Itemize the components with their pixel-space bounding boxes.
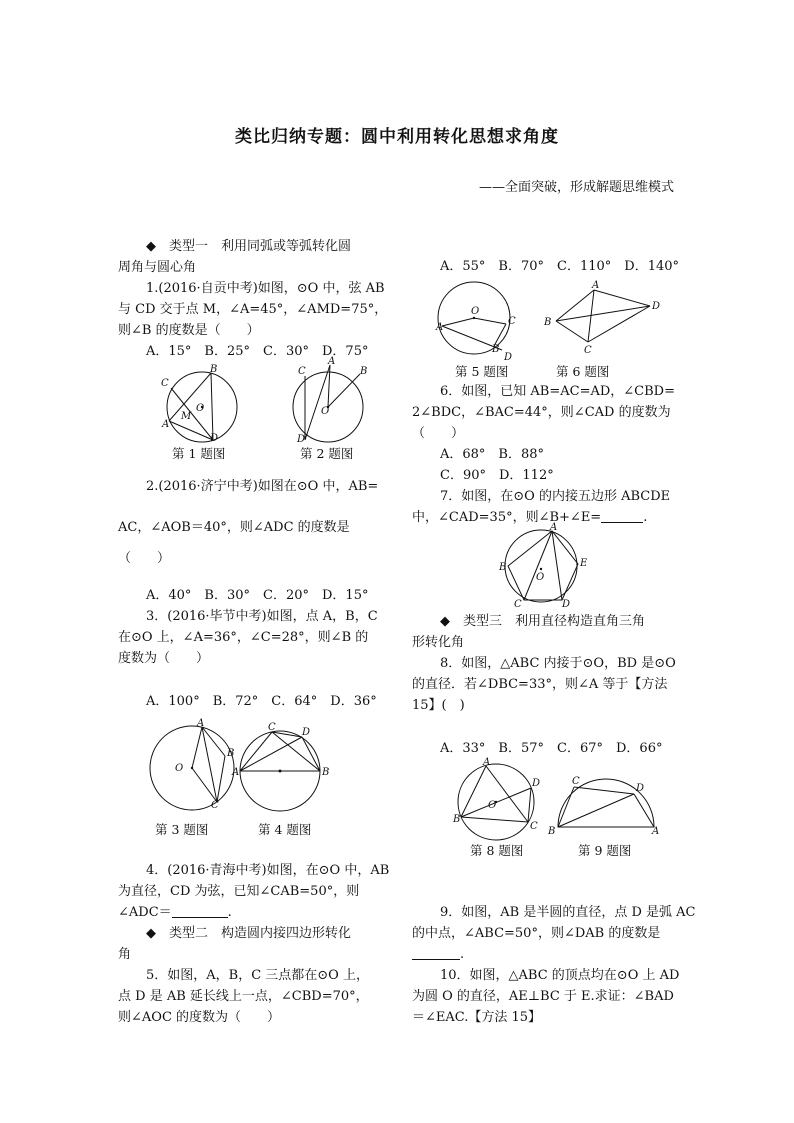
- fig1-label-b: B: [210, 364, 218, 375]
- q9-end: .: [460, 947, 465, 962]
- q3-text-3: 度数为（ ）: [118, 651, 210, 666]
- q5-text-2: 点 D 是 AB 延长线上一点，∠CBD=70°，: [118, 989, 369, 1004]
- q3-options: A．100° B．72° C．64° D．36°: [146, 694, 377, 709]
- q4-text-3: ∠ADC＝: [118, 905, 172, 920]
- type2-heading: ◆ 类型二 构造圆内接四边形转化: [146, 926, 351, 941]
- q7-answer-blank[interactable]: [601, 508, 643, 523]
- q2-options: A．40° B．30° C．20° D．15°: [146, 588, 369, 603]
- fig4-label-d: D: [302, 727, 311, 738]
- q8-options: A．33° B．57° C．67° D．66°: [440, 741, 663, 756]
- type1-heading-cont: 周角与圆心角: [118, 260, 197, 275]
- figure-4: [232, 722, 332, 810]
- q4-text-2: 为直径，CD 为弦，已知∠CAB=50°，则: [118, 884, 360, 899]
- fig5-label-b: B: [492, 344, 500, 355]
- page-subtitle: ——全面突破，形成解题思维模式: [478, 180, 674, 195]
- q1-text-3: 则∠B 的度数是（ ）: [118, 323, 260, 338]
- fig9-label-d: D: [636, 783, 645, 794]
- q8-text-3: 15】( ): [412, 698, 465, 713]
- fig4-label-a: A: [232, 767, 240, 778]
- fig5-label-o: O: [471, 306, 480, 317]
- fig5-label-a: A: [436, 322, 444, 333]
- page-title: 类比归纳专题：圆中利用转化思想求角度: [235, 127, 559, 147]
- q9-answer-blank[interactable]: [412, 945, 460, 960]
- fig1-label-c: C: [161, 378, 169, 389]
- fig7-label-o: O: [536, 572, 545, 583]
- type1-heading: ◆ 类型一 利用同弧或等弧转化圆: [146, 239, 351, 254]
- q5-options: A．55° B．70° C．110° D．140°: [440, 259, 680, 274]
- fig2-caption: 第 2 题图: [300, 446, 354, 461]
- q1-text-2: 与 CD 交于点 M，∠A=45°，∠AMD=75°，: [118, 302, 388, 317]
- fig3-label-o: O: [175, 763, 184, 774]
- q7-text: 7．如图，在⊙O 的内接五边形 ABCDE: [440, 489, 671, 504]
- q10-text-3: ＝∠EAC.【方法 15】: [412, 1010, 542, 1025]
- fig2-label-o: O: [321, 406, 330, 417]
- q4-answer-blank[interactable]: [172, 903, 228, 918]
- q6-options: A．68° B．88°: [440, 447, 545, 462]
- type3-heading: ◆ 类型三 利用直径构造直角三角: [440, 614, 645, 629]
- q10-text-2: 为圆 O 的直径，AE⊥BC 于 E.求证：∠BAD: [412, 989, 674, 1004]
- fig8-label-b: B: [453, 814, 461, 825]
- fig9-label-b: B: [548, 826, 556, 837]
- fig8-label-c: C: [530, 821, 538, 832]
- fig3-label-b: B: [227, 748, 235, 759]
- q6-text-3: （ ）: [412, 426, 465, 441]
- fig6-caption: 第 6 题图: [556, 364, 610, 379]
- fig1-caption: 第 1 题图: [172, 446, 226, 461]
- q2-text-2: AC，∠AOB＝40°，则∠ADC 的度数是: [118, 520, 350, 535]
- fig4-caption: 第 4 题图: [258, 822, 312, 837]
- fig7-label-c: C: [514, 599, 522, 610]
- fig2-label-a: A: [328, 356, 336, 367]
- figure-5: [436, 280, 526, 363]
- fig5-label-d: D: [504, 352, 513, 363]
- q4-text: 4．(2016·青海中考)如图，在⊙O 中，AB: [146, 863, 390, 878]
- figure-1: [155, 363, 255, 443]
- q1-text: 1.(2016·自贡中考)如图，⊙O 中，弦 AB: [146, 281, 385, 296]
- q2-text: 2.(2016·济宁中考)如图在⊙O 中，AB=: [146, 479, 379, 494]
- fig2-label-b: B: [360, 366, 368, 377]
- q6-text: 6．如图，已知 AB=AC=AD，∠CBD=: [440, 384, 675, 399]
- q2-text-3: （ ）: [118, 551, 171, 566]
- type2-heading-cont: 角: [118, 947, 132, 962]
- fig6-label-b: B: [544, 317, 552, 328]
- fig4-label-c: C: [268, 722, 276, 733]
- q6-text-2: 2∠BDC，∠BAC=44°，则∠CAD 的度数为: [412, 405, 671, 420]
- fig9-caption: 第 9 题图: [578, 843, 632, 858]
- figure-7: [496, 522, 592, 610]
- fig9-label-a: A: [652, 826, 660, 837]
- fig9-label-c: C: [572, 776, 580, 787]
- q8-text-2: 的直径．若∠DBC=33°，则∠A 等于【方法: [412, 677, 668, 692]
- fig8-label-a: A: [483, 757, 491, 768]
- q1-options: A．15° B．25° C．30° D．75°: [146, 344, 369, 359]
- figure-6: [544, 282, 674, 356]
- fig1-label-a: A: [162, 419, 170, 430]
- q5-text-3: 则∠AOC 的度数为（ ）: [118, 1010, 281, 1025]
- fig8-label-o: O: [488, 800, 497, 811]
- fig1-label-o: O: [196, 403, 205, 414]
- fig7-label-d: D: [562, 599, 571, 610]
- fig6-label-d: D: [652, 301, 661, 312]
- fig8-caption: 第 8 题图: [470, 843, 524, 858]
- fig6-label-a: A: [592, 280, 600, 291]
- fig3-label-a: A: [197, 718, 205, 729]
- fig8-label-d: D: [532, 778, 541, 789]
- q8-text: 8．如图，△ABC 内接于⊙O，BD 是⊙O: [440, 656, 676, 671]
- figure-9: [548, 775, 662, 837]
- fig1-label-d: D: [210, 433, 219, 444]
- fig5-caption: 第 5 题图: [455, 364, 509, 379]
- fig7-label-e: E: [580, 558, 588, 569]
- figure-3: [145, 718, 245, 810]
- q7-text-2: 中，∠CAD=35°，则∠B+∠E=: [412, 510, 602, 525]
- fig2-label-d: D: [297, 434, 306, 445]
- fig7-label-a: A: [550, 522, 558, 533]
- q3-text: 3．(2016·毕节中考)如图，点 A，B，C: [146, 609, 378, 624]
- fig5-label-c: C: [508, 316, 516, 327]
- fig1-label-m: M: [181, 411, 192, 422]
- fig6-label-c: C: [584, 345, 592, 356]
- q7-end: .: [643, 510, 648, 525]
- q10-text: 10．如图，△ABC 的顶点均在⊙O 上 AD: [440, 968, 680, 983]
- fig3-caption: 第 3 题图: [155, 822, 209, 837]
- q6-options-2: C．90° D．112°: [440, 468, 554, 483]
- figure-2: [290, 356, 380, 445]
- fig2-label-c: C: [298, 366, 306, 377]
- type3-heading-cont: 形转化角: [412, 635, 465, 650]
- q9-text-2: 的中点，∠ABC=50°，则∠DAB 的度数是: [412, 926, 661, 941]
- q9-text: 9．如图，AB 是半圆的直径，点 D 是弧 AC: [440, 905, 696, 920]
- q3-text-2: 在⊙O 上，∠A=36°，∠C=28°，则∠B 的: [118, 630, 369, 645]
- figure-8: [452, 757, 544, 840]
- fig7-label-b: B: [499, 562, 507, 573]
- fig4-label-b: B: [322, 767, 330, 778]
- q5-text: 5．如图，A，B，C 三点都在⊙O 上，: [146, 968, 369, 983]
- fig3-label-c: C: [211, 800, 219, 811]
- q4-end: .: [227, 905, 232, 920]
